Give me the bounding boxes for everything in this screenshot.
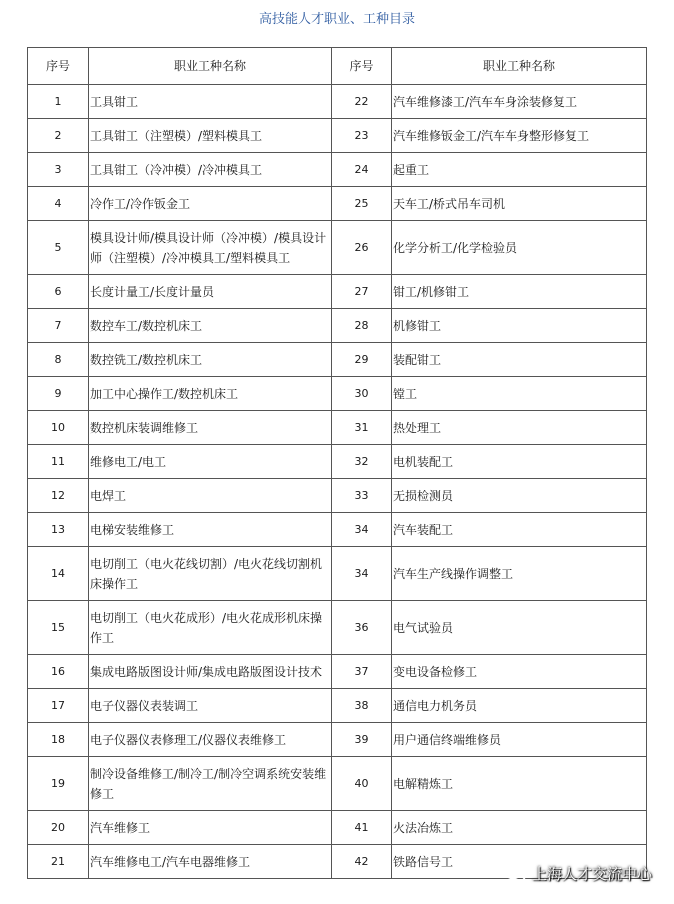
occupation-name-right: 汽车维修漆工/汽车车身涂装修复工	[392, 85, 647, 119]
row-number-left: 21	[28, 845, 89, 879]
row-number-left: 12	[28, 479, 89, 513]
occupation-name-left: 电切削工（电火花成形）/电火花成形机床操作工	[89, 601, 332, 655]
row-number-right: 25	[332, 187, 392, 221]
row-number-left: 8	[28, 343, 89, 377]
occupation-name-left: 电子仪器仪表修理工/仪器仪表维修工	[89, 723, 332, 757]
table-row	[28, 411, 647, 445]
table-row	[28, 445, 647, 479]
occupation-name-left: 数控机床装调维修工	[89, 411, 332, 445]
table-body	[28, 85, 647, 879]
occupation-name-right: 火法冶炼工	[392, 811, 647, 845]
header-no-left: 序号	[28, 48, 89, 85]
occupation-name-left: 模具设计师/模具设计师（冷冲模）/模具设计师（注塑模）/冷冲模具工/塑料模具工	[89, 221, 332, 275]
table-row	[28, 757, 647, 811]
occupation-name-left: 冷作工/冷作钣金工	[89, 187, 332, 221]
occupation-name-left: 电梯安装维修工	[89, 513, 332, 547]
table-row	[28, 275, 647, 309]
row-number-left: 11	[28, 445, 89, 479]
occupation-name-left: 汽车维修电工/汽车电器维修工	[89, 845, 332, 879]
occupation-name-left: 加工中心操作工/数控机床工	[89, 377, 332, 411]
occupation-name-right: 无损检测员	[392, 479, 647, 513]
table-row	[28, 689, 647, 723]
occupation-name-left: 长度计量工/长度计量员	[89, 275, 332, 309]
row-number-left: 20	[28, 811, 89, 845]
table-row	[28, 187, 647, 221]
header-no-right: 序号	[332, 48, 392, 85]
header-name-right: 职业工种名称	[392, 48, 647, 85]
occupation-name-right: 机修钳工	[392, 309, 647, 343]
row-number-right: 38	[332, 689, 392, 723]
occupation-name-right: 钳工/机修钳工	[392, 275, 647, 309]
occupation-name-right: 热处理工	[392, 411, 647, 445]
table-row	[28, 343, 647, 377]
table-row	[28, 655, 647, 689]
occupation-name-right: 电气试验员	[392, 601, 647, 655]
row-number-left: 19	[28, 757, 89, 811]
row-number-left: 1	[28, 85, 89, 119]
row-number-right: 31	[332, 411, 392, 445]
occupation-name-left: 工具钳工（冷冲模）/冷冲模具工	[89, 153, 332, 187]
occupation-name-left: 电焊工	[89, 479, 332, 513]
watermark	[504, 863, 652, 884]
table-row	[28, 309, 647, 343]
row-number-right: 26	[332, 221, 392, 275]
row-number-right: 29	[332, 343, 392, 377]
row-number-right: 27	[332, 275, 392, 309]
occupation-name-right: 镗工	[392, 377, 647, 411]
table-row	[28, 811, 647, 845]
table-row	[28, 119, 647, 153]
occupation-name-left: 维修电工/电工	[89, 445, 332, 479]
row-number-right: 28	[332, 309, 392, 343]
row-number-right: 40	[332, 757, 392, 811]
occupation-name-right: 变电设备检修工	[392, 655, 647, 689]
row-number-right: 34	[332, 547, 392, 601]
table-row	[28, 479, 647, 513]
row-number-right: 41	[332, 811, 392, 845]
wechat-icon	[504, 865, 526, 883]
row-number-left: 16	[28, 655, 89, 689]
row-number-left: 18	[28, 723, 89, 757]
page-title: 高技能人才职业、工种目录	[258, 12, 415, 27]
occupation-name-left: 制冷设备维修工/制冷工/制冷空调系统安装维修工	[89, 757, 332, 811]
table-header-row	[28, 48, 647, 85]
occupation-name-right: 用户通信终端维修员	[392, 723, 647, 757]
row-number-left: 2	[28, 119, 89, 153]
occupation-name-right: 铁路信号工	[392, 845, 647, 879]
table-row	[28, 547, 647, 601]
row-number-right: 39	[332, 723, 392, 757]
occupation-name-right: 汽车装配工	[392, 513, 647, 547]
occupation-name-left: 集成电路版图设计师/集成电路版图设计技术	[89, 655, 332, 689]
table-row	[28, 723, 647, 757]
header-name-left: 职业工种名称	[89, 48, 332, 85]
table-row	[28, 601, 647, 655]
row-number-left: 3	[28, 153, 89, 187]
occupation-name-right: 化学分析工/化学检验员	[392, 221, 647, 275]
table-row	[28, 513, 647, 547]
row-number-left: 7	[28, 309, 89, 343]
occupation-name-right: 通信电力机务员	[392, 689, 647, 723]
occupation-table	[27, 47, 647, 879]
table-row	[28, 85, 647, 119]
row-number-right: 30	[332, 377, 392, 411]
occupation-name-right: 电机装配工	[392, 445, 647, 479]
occupation-name-left: 数控车工/数控机床工	[89, 309, 332, 343]
row-number-right: 34	[332, 513, 392, 547]
occupation-name-left: 汽车维修工	[89, 811, 332, 845]
occupation-name-right: 电解精炼工	[392, 757, 647, 811]
occupation-name-left: 工具钳工	[89, 85, 332, 119]
row-number-right: 42	[332, 845, 392, 879]
row-number-right: 33	[332, 479, 392, 513]
row-number-left: 15	[28, 601, 89, 655]
occupation-name-left: 电子仪器仪表装调工	[89, 689, 332, 723]
occupation-name-right: 汽车维修钣金工/汽车车身整形修复工	[392, 119, 647, 153]
table-row	[28, 153, 647, 187]
row-number-left: 13	[28, 513, 89, 547]
table-row	[28, 377, 647, 411]
table-row	[28, 221, 647, 275]
row-number-left: 10	[28, 411, 89, 445]
row-number-left: 5	[28, 221, 89, 275]
occupation-name-left: 数控铣工/数控机床工	[89, 343, 332, 377]
row-number-left: 14	[28, 547, 89, 601]
occupation-name-right: 天车工/桥式吊车司机	[392, 187, 647, 221]
watermark-text: 上海人才交流中心	[531, 865, 652, 883]
row-number-left: 6	[28, 275, 89, 309]
row-number-right: 22	[332, 85, 392, 119]
row-number-left: 17	[28, 689, 89, 723]
occupation-name-left: 电切削工（电火花线切割）/电火花线切割机床操作工	[89, 547, 332, 601]
row-number-left: 4	[28, 187, 89, 221]
occupation-name-left: 工具钳工（注塑模）/塑料模具工	[89, 119, 332, 153]
row-number-left: 9	[28, 377, 89, 411]
row-number-right: 37	[332, 655, 392, 689]
occupation-name-right: 起重工	[392, 153, 647, 187]
occupation-name-right: 装配钳工	[392, 343, 647, 377]
row-number-right: 23	[332, 119, 392, 153]
row-number-right: 24	[332, 153, 392, 187]
row-number-right: 36	[332, 601, 392, 655]
row-number-right: 32	[332, 445, 392, 479]
occupation-name-right: 汽车生产线操作调整工	[392, 547, 647, 601]
